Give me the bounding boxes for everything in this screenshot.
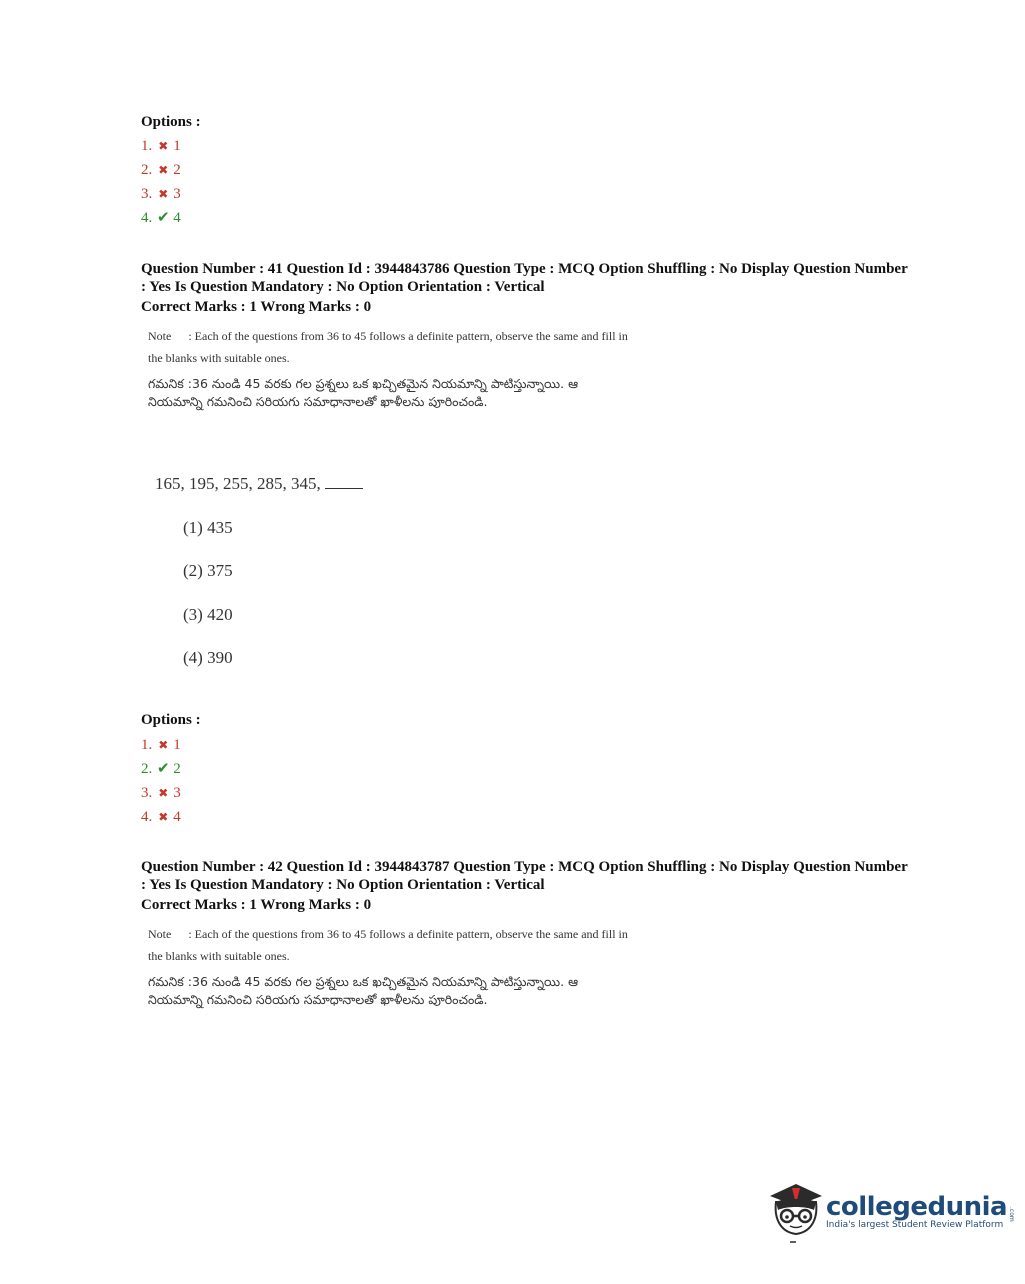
option-number: 3. (141, 186, 153, 202)
note-label: Note (148, 329, 172, 343)
question-marks: Correct Marks : 1 Wrong Marks : 0 (141, 897, 372, 913)
question-marks: Correct Marks : 1 Wrong Marks : 0 (141, 299, 372, 315)
option-number: 4. (141, 210, 153, 226)
note-label: Note (148, 927, 172, 941)
option-value: 4 (173, 809, 181, 825)
option-item (141, 182, 181, 206)
note-text: : Each of the questions from 36 to 45 follows a definite pattern, observe the same and fill in the blanks with suitable ones. (148, 329, 628, 365)
check-mark-icon: ✔ (156, 761, 170, 777)
question-note (148, 923, 628, 967)
option-item (141, 158, 181, 182)
option-item (141, 781, 181, 805)
option-number: 1. (141, 737, 153, 753)
options-label: Options : (141, 114, 201, 130)
option-number: 2. (141, 761, 153, 777)
option-value: 2 (173, 162, 181, 178)
option-value: 1 (173, 737, 181, 753)
options-list (141, 733, 181, 829)
option-number: 1. (141, 138, 153, 154)
option-number: 3. (141, 785, 153, 801)
number-series (155, 474, 363, 494)
option-item (141, 757, 181, 781)
option-item (141, 733, 181, 757)
option-value: 3 (173, 186, 181, 202)
option-item (141, 206, 181, 230)
option-value: 2 (173, 761, 181, 777)
telugu-note: గమనిక :36 నుండి 45 వరకు గల ప్రశ్నలు ఒక ఖచ్చితమైన నియమాన్ని పాటిస్తున్నాయి. ఆ నియమాన్ని గమనించి సరియగు సమాధానాలతో ఖాళీలను పూరించండి. (148, 376, 579, 409)
cross-mark-icon: ✖ (158, 187, 169, 201)
collegedunia-logo (766, 1178, 1015, 1244)
options-list (141, 134, 181, 230)
cross-mark-icon: ✖ (158, 738, 169, 752)
answer-blank (325, 474, 363, 489)
logo-com: .com (1008, 1207, 1016, 1222)
cross-mark-icon: ✖ (158, 786, 169, 800)
logo-name: collegedunia (826, 1192, 1008, 1222)
option-item (141, 805, 181, 829)
cross-mark-icon: ✖ (158, 139, 169, 153)
check-mark-icon: ✔ (156, 210, 170, 226)
option-number: 2. (141, 162, 153, 178)
choice-item: (2) 375 (183, 561, 233, 580)
options-label: Options : (141, 712, 201, 728)
question-header: Question Number : 41 Question Id : 3944843786 Question Type : MCQ Option Shuffling : No Display Question Number : Yes Is Question Mandatory : No Option Orientation : Vertical (141, 261, 908, 295)
option-number: 4. (141, 809, 153, 825)
choice-item: (4) 390 (183, 648, 233, 667)
choice-item: (3) 420 (183, 605, 233, 624)
choice-item: (1) 435 (183, 518, 233, 537)
student-mascot-icon (766, 1178, 824, 1244)
option-value: 3 (173, 785, 181, 801)
option-value: 1 (173, 138, 181, 154)
option-item (141, 134, 181, 158)
question-note (148, 325, 628, 369)
cross-mark-icon: ✖ (158, 810, 169, 824)
logo-tagline: India's largest Student Review Platform (826, 1220, 1004, 1230)
cross-mark-icon: ✖ (158, 163, 169, 177)
note-text: : Each of the questions from 36 to 45 follows a definite pattern, observe the same and fill in the blanks with suitable ones. (148, 927, 628, 963)
telugu-note: గమనిక :36 నుండి 45 వరకు గల ప్రశ్నలు ఒక ఖచ్చితమైన నియమాన్ని పాటిస్తున్నాయి. ఆ నియమాన్ని గమనించి సరియగు సమాధానాలతో ఖాళీలను పూరించండి. (148, 974, 579, 1007)
question-header: Question Number : 42 Question Id : 3944843787 Question Type : MCQ Option Shuffling : No Display Question Number : Yes Is Question Mandatory : No Option Orientation : Vertical (141, 859, 908, 893)
option-value: 4 (173, 210, 181, 226)
series-text: 165, 195, 255, 285, 345, (155, 474, 321, 493)
